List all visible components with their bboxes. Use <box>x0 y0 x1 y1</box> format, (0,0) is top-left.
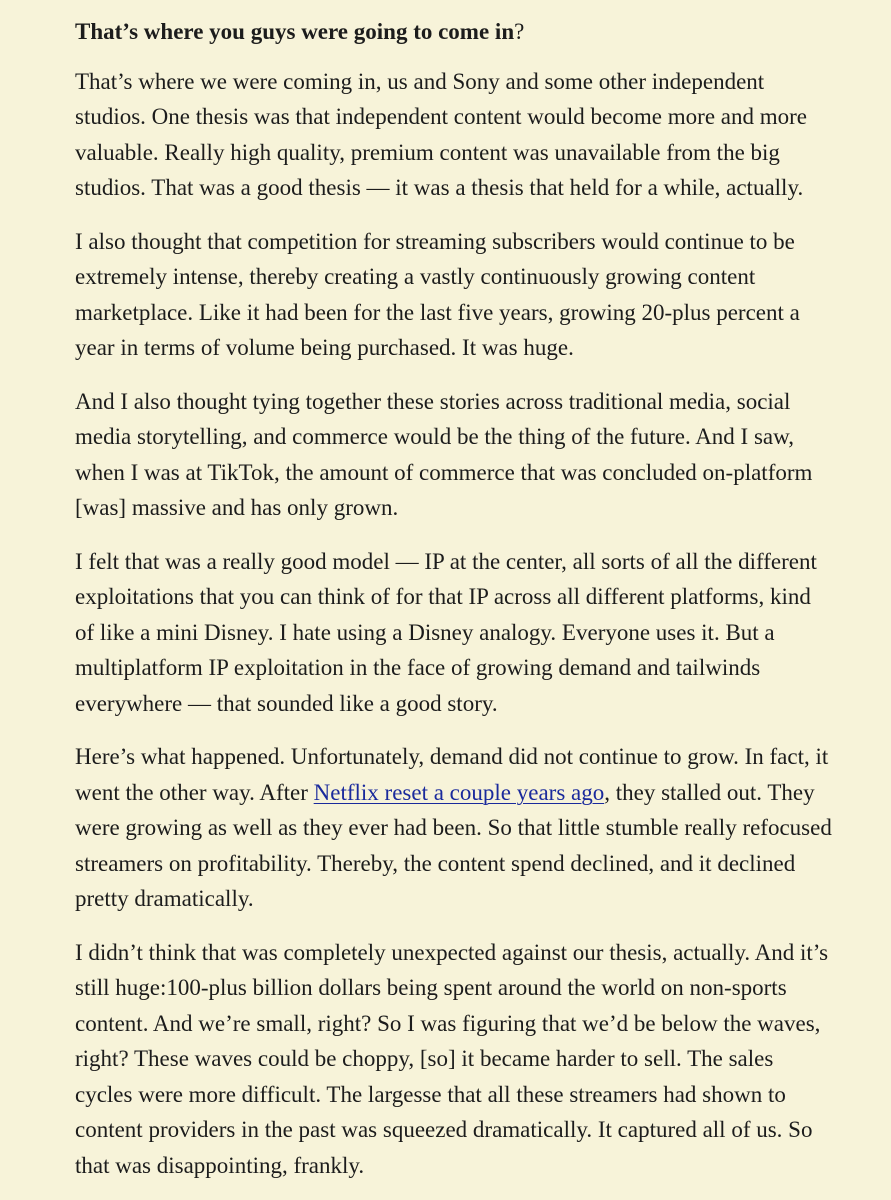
interview-question <box>75 14 835 50</box>
paragraph-text-after-link: , they stalled out. They were growing as well as they ever had been. So that little stumble really refocused streamers on profitability. Thereby, the content spend declined, and it declined pretty dramatically. <box>75 779 832 911</box>
paragraph-text-before-link: Here’s what happened. Unfortunately, demand did not continue to grow. In fact, it went the other way. After <box>75 744 829 805</box>
answer-paragraph-2: I also thought that competition for streaming subscribers would continue to be extremely intense, thereby creating a vastly continuously growing content marketplace. Like it had been for the last five years, growing 20-plus percent a year in terms of volume being purchased. It was huge. <box>75 228 800 360</box>
answer-paragraph-5 <box>75 739 835 917</box>
answer-paragraph-4: I felt that was a really good model — IP at the center, all sorts of all the different exploitations that you can think of for that IP across all different platforms, kind of like a mini Disney. I hate using a Disney analogy. Everyone uses it. But a multiplatform IP exploitation in the face of growing demand and tailwinds everywhere — that sounded like a good story. <box>75 548 817 716</box>
question-text: That’s where you guys were going to come in <box>75 19 515 44</box>
answer-paragraph-3: And I also thought tying together these stories across traditional media, social media storytelling, and commerce would be the thing of the future. And I saw, when I was at TikTok, the amount of commerce that was concluded on-platform [was] massive and has only grown. <box>75 388 813 520</box>
answer-paragraph-6: I didn’t think that was completely unexpected against our thesis, actually. And it’s still huge:100-plus billion dollars being spent around the world on non-sports content. And we’re small, right? So I was figuring that we’d be below the waves, right? These waves could be choppy, [so] it became harder to sell. The sales cycles were more difficult. The largesse that all these streamers had shown to content providers in the past was squeezed dramatically. It captured all of us. So that was disappointing, frankly. <box>75 939 829 1178</box>
netflix-reset-link[interactable]: Netflix reset a couple years ago <box>313 779 605 805</box>
question-mark: ? <box>514 19 525 44</box>
answer-paragraph-1: That’s where we were coming in, us and Sony and some other independent studios. One thesis was that independent content would become more and more valuable. Really high quality, premium content was unavailable from the big studios. That was a good thesis — it was a thesis that held for a while, actually. <box>75 68 807 200</box>
